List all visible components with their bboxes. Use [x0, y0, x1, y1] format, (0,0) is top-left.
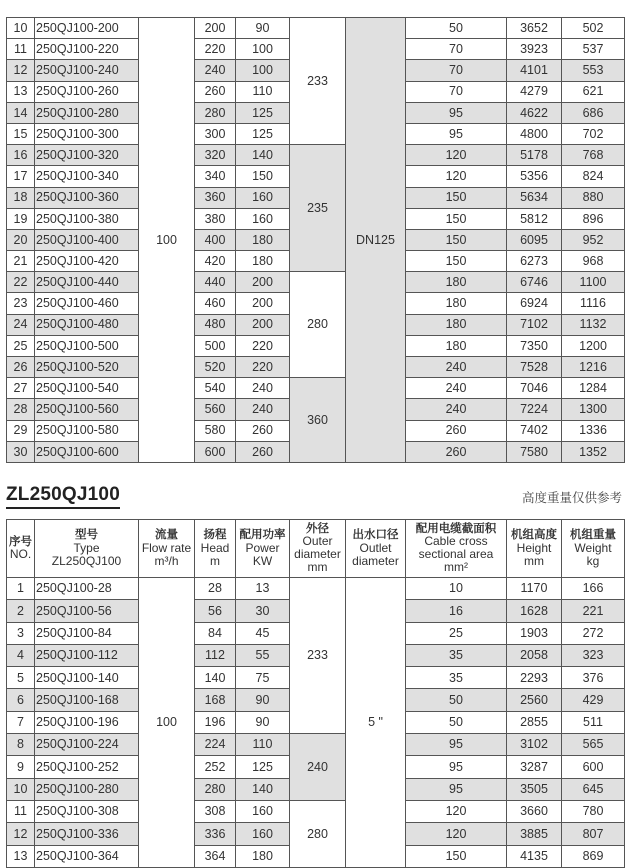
cell-cable: 180: [406, 293, 507, 314]
cell-outer-diameter: 233: [290, 578, 346, 734]
cell-model: 250QJ100-252: [35, 756, 139, 778]
cell-model: 250QJ100-500: [35, 335, 139, 356]
cell-no: 21: [7, 251, 35, 272]
cell-power: 180: [236, 845, 290, 867]
reference-note: 高度重量仅供参考: [521, 491, 622, 505]
cell-power: 100: [236, 39, 290, 60]
spec-table-250qj100: [6, 17, 625, 463]
cell-outer-diameter: 360: [290, 378, 346, 463]
cell-weight: 429: [562, 689, 625, 711]
header-height: 机组高度 Height mm: [507, 520, 562, 578]
cell-height: 6095: [507, 229, 562, 250]
cell-weight: 1216: [562, 357, 625, 378]
cell-no: 15: [7, 123, 35, 144]
header-type: 型号 Type ZL250QJ100: [35, 520, 139, 578]
cell-height: 4279: [507, 81, 562, 102]
cell-no: 4: [7, 644, 35, 666]
header-cable: 配用电缆截面积 Cable cross sectional area mm²: [406, 520, 507, 578]
cell-model: 250QJ100-200: [35, 18, 139, 39]
header-no: 序号 NO.: [7, 520, 35, 578]
cell-power: 30: [236, 600, 290, 622]
cell-weight: 807: [562, 823, 625, 845]
cell-weight: 968: [562, 251, 625, 272]
cell-cable: 95: [406, 734, 507, 756]
cell-power: 125: [236, 123, 290, 144]
cell-head: 440: [195, 272, 236, 293]
cell-outer-diameter: 280: [290, 272, 346, 378]
cell-power: 13: [236, 578, 290, 600]
cell-head: 308: [195, 800, 236, 822]
cell-weight: 645: [562, 778, 625, 800]
table-row: [7, 800, 625, 822]
cell-model: 250QJ100-360: [35, 187, 139, 208]
cell-power: 180: [236, 251, 290, 272]
cell-head: 420: [195, 251, 236, 272]
cell-cable: 150: [406, 208, 507, 229]
cell-no: 9: [7, 756, 35, 778]
cell-head: 400: [195, 229, 236, 250]
cell-no: 13: [7, 81, 35, 102]
cell-model: 250QJ100-540: [35, 378, 139, 399]
cell-height: 1170: [507, 578, 562, 600]
series-title: ZL250QJ100: [6, 484, 120, 509]
cell-height: 3660: [507, 800, 562, 822]
cell-power: 140: [236, 145, 290, 166]
cell-cable: 95: [406, 778, 507, 800]
cell-head: 196: [195, 711, 236, 733]
cell-height: 7580: [507, 441, 562, 462]
cell-cable: 260: [406, 441, 507, 462]
cell-model: 250QJ100-84: [35, 622, 139, 644]
cell-height: 6273: [507, 251, 562, 272]
cell-no: 26: [7, 357, 35, 378]
cell-head: 200: [195, 18, 236, 39]
cell-height: 2560: [507, 689, 562, 711]
cell-no: 30: [7, 441, 35, 462]
cell-no: 17: [7, 166, 35, 187]
cell-power: 90: [236, 711, 290, 733]
cell-cable: 70: [406, 39, 507, 60]
cell-cable: 150: [406, 229, 507, 250]
cell-head: 280: [195, 778, 236, 800]
cell-flow: 100: [139, 578, 195, 868]
cell-cable: 95: [406, 102, 507, 123]
cell-cable: 150: [406, 251, 507, 272]
cell-power: 200: [236, 293, 290, 314]
cell-cable: 120: [406, 823, 507, 845]
cell-cable: 150: [406, 187, 507, 208]
cell-weight: 702: [562, 123, 625, 144]
cell-cable: 35: [406, 667, 507, 689]
cell-cable: 35: [406, 644, 507, 666]
cell-height: 6746: [507, 272, 562, 293]
cell-power: 160: [236, 800, 290, 822]
cell-no: 2: [7, 600, 35, 622]
cell-head: 360: [195, 187, 236, 208]
cell-power: 110: [236, 81, 290, 102]
cell-power: 260: [236, 420, 290, 441]
cell-weight: 511: [562, 711, 625, 733]
cell-power: 200: [236, 272, 290, 293]
cell-height: 7402: [507, 420, 562, 441]
cell-cable: 120: [406, 800, 507, 822]
cell-model: 250QJ100-364: [35, 845, 139, 867]
cell-height: 7350: [507, 335, 562, 356]
cell-power: 90: [236, 18, 290, 39]
cell-power: 55: [236, 644, 290, 666]
cell-head: 520: [195, 357, 236, 378]
cell-height: 3287: [507, 756, 562, 778]
cell-cable: 70: [406, 81, 507, 102]
cell-head: 560: [195, 399, 236, 420]
cell-head: 540: [195, 378, 236, 399]
cell-height: 2293: [507, 667, 562, 689]
cell-power: 160: [236, 823, 290, 845]
cell-weight: 600: [562, 756, 625, 778]
cell-no: 16: [7, 145, 35, 166]
cell-head: 252: [195, 756, 236, 778]
cell-height: 2855: [507, 711, 562, 733]
cell-power: 260: [236, 441, 290, 462]
cell-cable: 50: [406, 711, 507, 733]
cell-height: 3923: [507, 39, 562, 60]
header-outlet-diameter: 出水口径 Outlet diameter: [346, 520, 406, 578]
cell-weight: 502: [562, 18, 625, 39]
cell-height: 3885: [507, 823, 562, 845]
cell-height: 7224: [507, 399, 562, 420]
cell-no: 6: [7, 689, 35, 711]
cell-power: 90: [236, 689, 290, 711]
cell-model: 250QJ100-220: [35, 39, 139, 60]
cell-power: 240: [236, 399, 290, 420]
cell-weight: 1100: [562, 272, 625, 293]
cell-weight: 1300: [562, 399, 625, 420]
table-row: [7, 378, 625, 399]
cell-power: 100: [236, 60, 290, 81]
cell-no: 24: [7, 314, 35, 335]
cell-model: 250QJ100-520: [35, 357, 139, 378]
cell-weight: 323: [562, 644, 625, 666]
header-outer-diameter: 外径 Outer diameter mm: [290, 520, 346, 578]
cell-head: 140: [195, 667, 236, 689]
cell-head: 340: [195, 166, 236, 187]
cell-head: 224: [195, 734, 236, 756]
cell-power: 125: [236, 102, 290, 123]
cell-cable: 240: [406, 399, 507, 420]
cell-outer-diameter: 235: [290, 145, 346, 272]
cell-power: 45: [236, 622, 290, 644]
cell-cable: 180: [406, 272, 507, 293]
cell-height: 7046: [507, 378, 562, 399]
cell-model: 250QJ100-308: [35, 800, 139, 822]
cell-weight: 1116: [562, 293, 625, 314]
cell-no: 13: [7, 845, 35, 867]
cell-power: 240: [236, 378, 290, 399]
cell-model: 250QJ100-336: [35, 823, 139, 845]
header-flow: 流量 Flow rate m³/h: [139, 520, 195, 578]
cell-height: 7102: [507, 314, 562, 335]
cell-outlet: DN125: [346, 18, 406, 463]
cell-model: 250QJ100-28: [35, 578, 139, 600]
cell-head: 220: [195, 39, 236, 60]
table-row: [7, 272, 625, 293]
cell-no: 11: [7, 800, 35, 822]
cell-model: 250QJ100-300: [35, 123, 139, 144]
cell-height: 1903: [507, 622, 562, 644]
cell-power: 140: [236, 778, 290, 800]
cell-weight: 869: [562, 845, 625, 867]
cell-height: 3102: [507, 734, 562, 756]
cell-weight: 272: [562, 622, 625, 644]
cell-weight: 1200: [562, 335, 625, 356]
cell-height: 3652: [507, 18, 562, 39]
cell-weight: 686: [562, 102, 625, 123]
cell-no: 28: [7, 399, 35, 420]
cell-power: 180: [236, 229, 290, 250]
table-row: [7, 578, 625, 600]
cell-cable: 95: [406, 756, 507, 778]
cell-model: 250QJ100-224: [35, 734, 139, 756]
cell-head: 56: [195, 600, 236, 622]
cell-cable: 120: [406, 166, 507, 187]
cell-power: 220: [236, 357, 290, 378]
cell-head: 112: [195, 644, 236, 666]
cell-no: 20: [7, 229, 35, 250]
cell-power: 200: [236, 314, 290, 335]
cell-cable: 120: [406, 145, 507, 166]
cell-height: 6924: [507, 293, 562, 314]
cell-power: 160: [236, 187, 290, 208]
cell-no: 7: [7, 711, 35, 733]
cell-weight: 221: [562, 600, 625, 622]
cell-height: 4622: [507, 102, 562, 123]
header-head: 扬程 Head m: [195, 520, 236, 578]
cell-cable: 95: [406, 123, 507, 144]
cell-model: 250QJ100-280: [35, 102, 139, 123]
cell-height: 5634: [507, 187, 562, 208]
cell-weight: 780: [562, 800, 625, 822]
cell-head: 500: [195, 335, 236, 356]
cell-flow: 100: [139, 18, 195, 463]
cell-no: 3: [7, 622, 35, 644]
cell-no: 5: [7, 667, 35, 689]
cell-model: 250QJ100-440: [35, 272, 139, 293]
cell-power: 150: [236, 166, 290, 187]
cell-weight: 376: [562, 667, 625, 689]
cell-head: 480: [195, 314, 236, 335]
cell-model: 250QJ100-380: [35, 208, 139, 229]
cell-no: 22: [7, 272, 35, 293]
cell-height: 1628: [507, 600, 562, 622]
cell-head: 320: [195, 145, 236, 166]
cell-head: 84: [195, 622, 236, 644]
cell-head: 460: [195, 293, 236, 314]
cell-model: 250QJ100-240: [35, 60, 139, 81]
cell-weight: 537: [562, 39, 625, 60]
cell-height: 3505: [507, 778, 562, 800]
cell-model: 250QJ100-196: [35, 711, 139, 733]
cell-model: 250QJ100-400: [35, 229, 139, 250]
cell-outlet: 5 ": [346, 578, 406, 868]
cell-head: 260: [195, 81, 236, 102]
cell-cable: 50: [406, 18, 507, 39]
cell-model: 250QJ100-260: [35, 81, 139, 102]
cell-power: 125: [236, 756, 290, 778]
cell-no: 1: [7, 578, 35, 600]
cell-model: 250QJ100-600: [35, 441, 139, 462]
cell-outer-diameter: 280: [290, 800, 346, 867]
cell-head: 600: [195, 441, 236, 462]
cell-no: 12: [7, 60, 35, 81]
cell-no: 10: [7, 778, 35, 800]
cell-power: 160: [236, 208, 290, 229]
cell-no: 19: [7, 208, 35, 229]
cell-weight: 1336: [562, 420, 625, 441]
cell-head: 336: [195, 823, 236, 845]
cell-no: 8: [7, 734, 35, 756]
cell-no: 25: [7, 335, 35, 356]
cell-model: 250QJ100-320: [35, 145, 139, 166]
cell-model: 250QJ100-280: [35, 778, 139, 800]
cell-model: 250QJ100-340: [35, 166, 139, 187]
cell-height: 5356: [507, 166, 562, 187]
cell-head: 580: [195, 420, 236, 441]
cell-no: 27: [7, 378, 35, 399]
cell-height: 5178: [507, 145, 562, 166]
table-row: [7, 734, 625, 756]
cell-cable: 180: [406, 335, 507, 356]
cell-weight: 880: [562, 187, 625, 208]
cell-power: 75: [236, 667, 290, 689]
cell-weight: 565: [562, 734, 625, 756]
cell-model: 250QJ100-580: [35, 420, 139, 441]
cell-no: 23: [7, 293, 35, 314]
cell-model: 250QJ100-168: [35, 689, 139, 711]
cell-cable: 50: [406, 689, 507, 711]
cell-head: 168: [195, 689, 236, 711]
cell-weight: 768: [562, 145, 625, 166]
cell-height: 5812: [507, 208, 562, 229]
cell-height: 7528: [507, 357, 562, 378]
table-row: [7, 145, 625, 166]
cell-head: 364: [195, 845, 236, 867]
cell-cable: 150: [406, 845, 507, 867]
cell-power: 110: [236, 734, 290, 756]
table-header-row: [7, 520, 625, 578]
cell-outer-diameter: 240: [290, 734, 346, 801]
cell-height: 4101: [507, 60, 562, 81]
cell-height: 4135: [507, 845, 562, 867]
cell-weight: 1352: [562, 441, 625, 462]
cell-weight: 824: [562, 166, 625, 187]
cell-cable: 240: [406, 378, 507, 399]
cell-weight: 1284: [562, 378, 625, 399]
cell-head: 280: [195, 102, 236, 123]
cell-model: 250QJ100-56: [35, 600, 139, 622]
cell-no: 10: [7, 18, 35, 39]
cell-head: 28: [195, 578, 236, 600]
cell-power: 220: [236, 335, 290, 356]
cell-no: 18: [7, 187, 35, 208]
cell-outer-diameter: 233: [290, 18, 346, 145]
cell-head: 380: [195, 208, 236, 229]
cell-model: 250QJ100-560: [35, 399, 139, 420]
cell-weight: 621: [562, 81, 625, 102]
cell-weight: 166: [562, 578, 625, 600]
header-weight: 机组重量 Weight kg: [562, 520, 625, 578]
cell-weight: 1132: [562, 314, 625, 335]
cell-cable: 16: [406, 600, 507, 622]
cell-model: 250QJ100-480: [35, 314, 139, 335]
cell-weight: 553: [562, 60, 625, 81]
cell-model: 250QJ100-140: [35, 667, 139, 689]
cell-head: 300: [195, 123, 236, 144]
cell-cable: 70: [406, 60, 507, 81]
cell-cable: 10: [406, 578, 507, 600]
cell-cable: 180: [406, 314, 507, 335]
header-power: 配用功率 Power KW: [236, 520, 290, 578]
cell-no: 11: [7, 39, 35, 60]
cell-weight: 952: [562, 229, 625, 250]
cell-head: 240: [195, 60, 236, 81]
cell-height: 2058: [507, 644, 562, 666]
cell-height: 4800: [507, 123, 562, 144]
cell-cable: 25: [406, 622, 507, 644]
spec-table-zl250qj100: [6, 519, 625, 868]
cell-cable: 260: [406, 420, 507, 441]
cell-no: 14: [7, 102, 35, 123]
cell-no: 29: [7, 420, 35, 441]
cell-cable: 240: [406, 357, 507, 378]
cell-model: 250QJ100-112: [35, 644, 139, 666]
cell-weight: 896: [562, 208, 625, 229]
table-row: [7, 18, 625, 39]
cell-no: 12: [7, 823, 35, 845]
cell-model: 250QJ100-420: [35, 251, 139, 272]
cell-model: 250QJ100-460: [35, 293, 139, 314]
